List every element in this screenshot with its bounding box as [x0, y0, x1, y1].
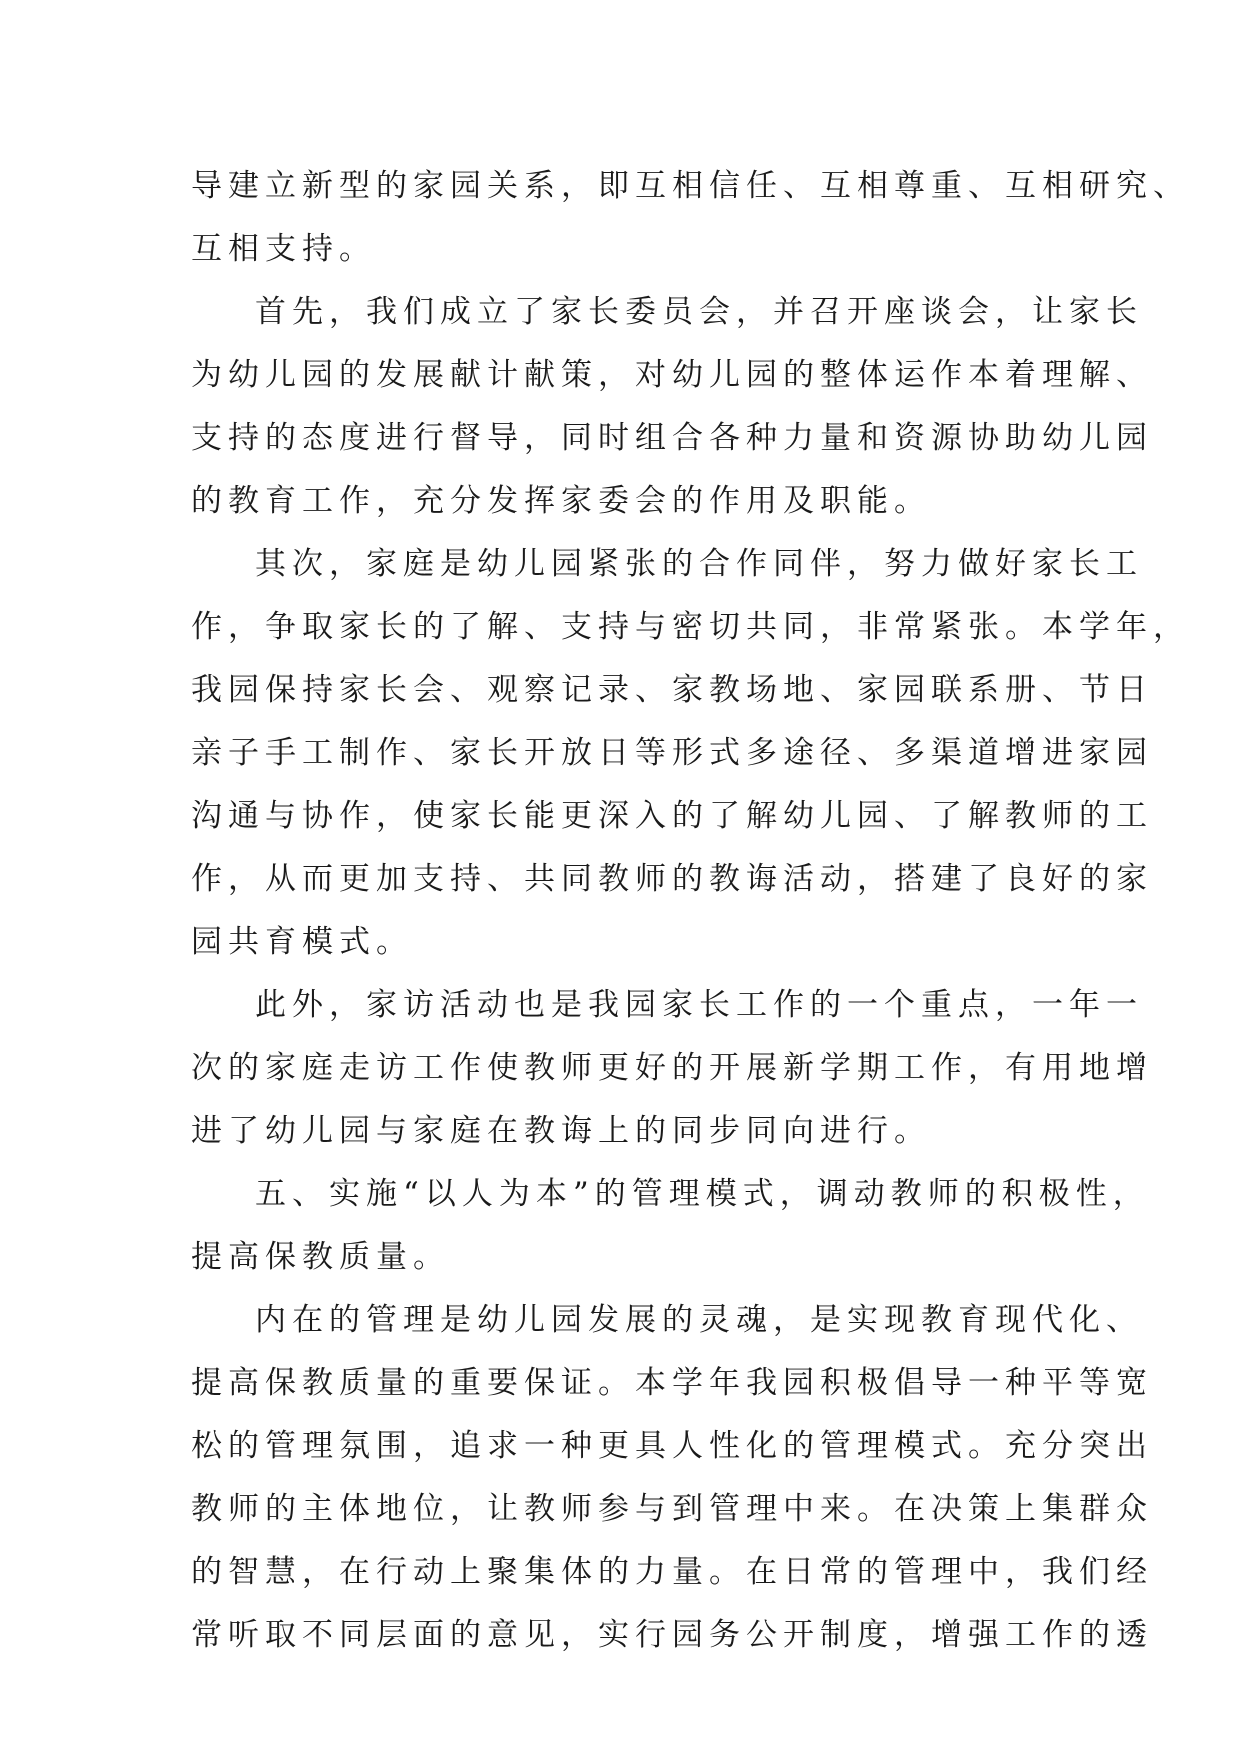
text-line: 沟通与协作，使家长能更深入的了解幼儿园、了解教师的工: [191, 798, 1153, 834]
paragraph-first-line: 首先，我们成立了家长委员会，并召开座谈会，让家长: [255, 294, 1143, 330]
text-line: 的教育工作，充分发挥家委会的作用及职能。: [191, 483, 931, 519]
text-line: 提高保教质量的重要保证。本学年我园积极倡导一种平等宽: [191, 1365, 1153, 1401]
text-line: 常听取不同层面的意见，实行园务公开制度，增强工作的透: [191, 1617, 1153, 1653]
text-line: 教师的主体地位，让教师参与到管理中来。在决策上集群众: [191, 1491, 1153, 1527]
text-line: 我园保持家长会、观察记录、家教场地、家园联系册、节日: [191, 672, 1153, 708]
text-line: 次的家庭走访工作使教师更好的开展新学期工作，有用地增: [191, 1050, 1153, 1086]
text-line: 支持的态度进行督导，同时组合各种力量和资源协助幼儿园: [191, 420, 1153, 456]
section-heading-continued: 提高保教质量。: [191, 1239, 450, 1275]
section-heading: 五、实施“以人为本”的管理模式，调动教师的积极性，: [255, 1176, 1150, 1212]
text-line: 互相支持。: [191, 231, 376, 267]
paragraph-first-line: 其次，家庭是幼儿园紧张的合作同伴，努力做好家长工: [255, 546, 1143, 582]
text-line: 园共育模式。: [191, 924, 413, 960]
text-line: 的智慧，在行动上聚集体的力量。在日常的管理中，我们经: [191, 1554, 1153, 1590]
document-body: [191, 155, 1190, 1667]
text-line: 为幼儿园的发展献计献策，对幼儿园的整体运作本着理解、: [191, 357, 1153, 393]
text-line: 作，争取家长的了解、支持与密切共同，非常紧张。本学年，: [191, 609, 1190, 645]
text-line: 导建立新型的家园关系，即互相信任、互相尊重、互相研究、: [191, 168, 1190, 204]
paragraph-first-line: 内在的管理是幼儿园发展的灵魂，是实现教育现代化、: [255, 1302, 1143, 1338]
paragraph-first-line: 此外，家访活动也是我园家长工作的一个重点，一年一: [255, 987, 1143, 1023]
text-line: 松的管理氛围，追求一种更具人性化的管理模式。充分突出: [191, 1428, 1153, 1464]
text-line: 进了幼儿园与家庭在教诲上的同步同向进行。: [191, 1113, 931, 1149]
text-line: 作，从而更加支持、共同教师的教诲活动，搭建了良好的家: [191, 861, 1153, 897]
text-line: 亲子手工制作、家长开放日等形式多途径、多渠道增进家园: [191, 735, 1153, 771]
